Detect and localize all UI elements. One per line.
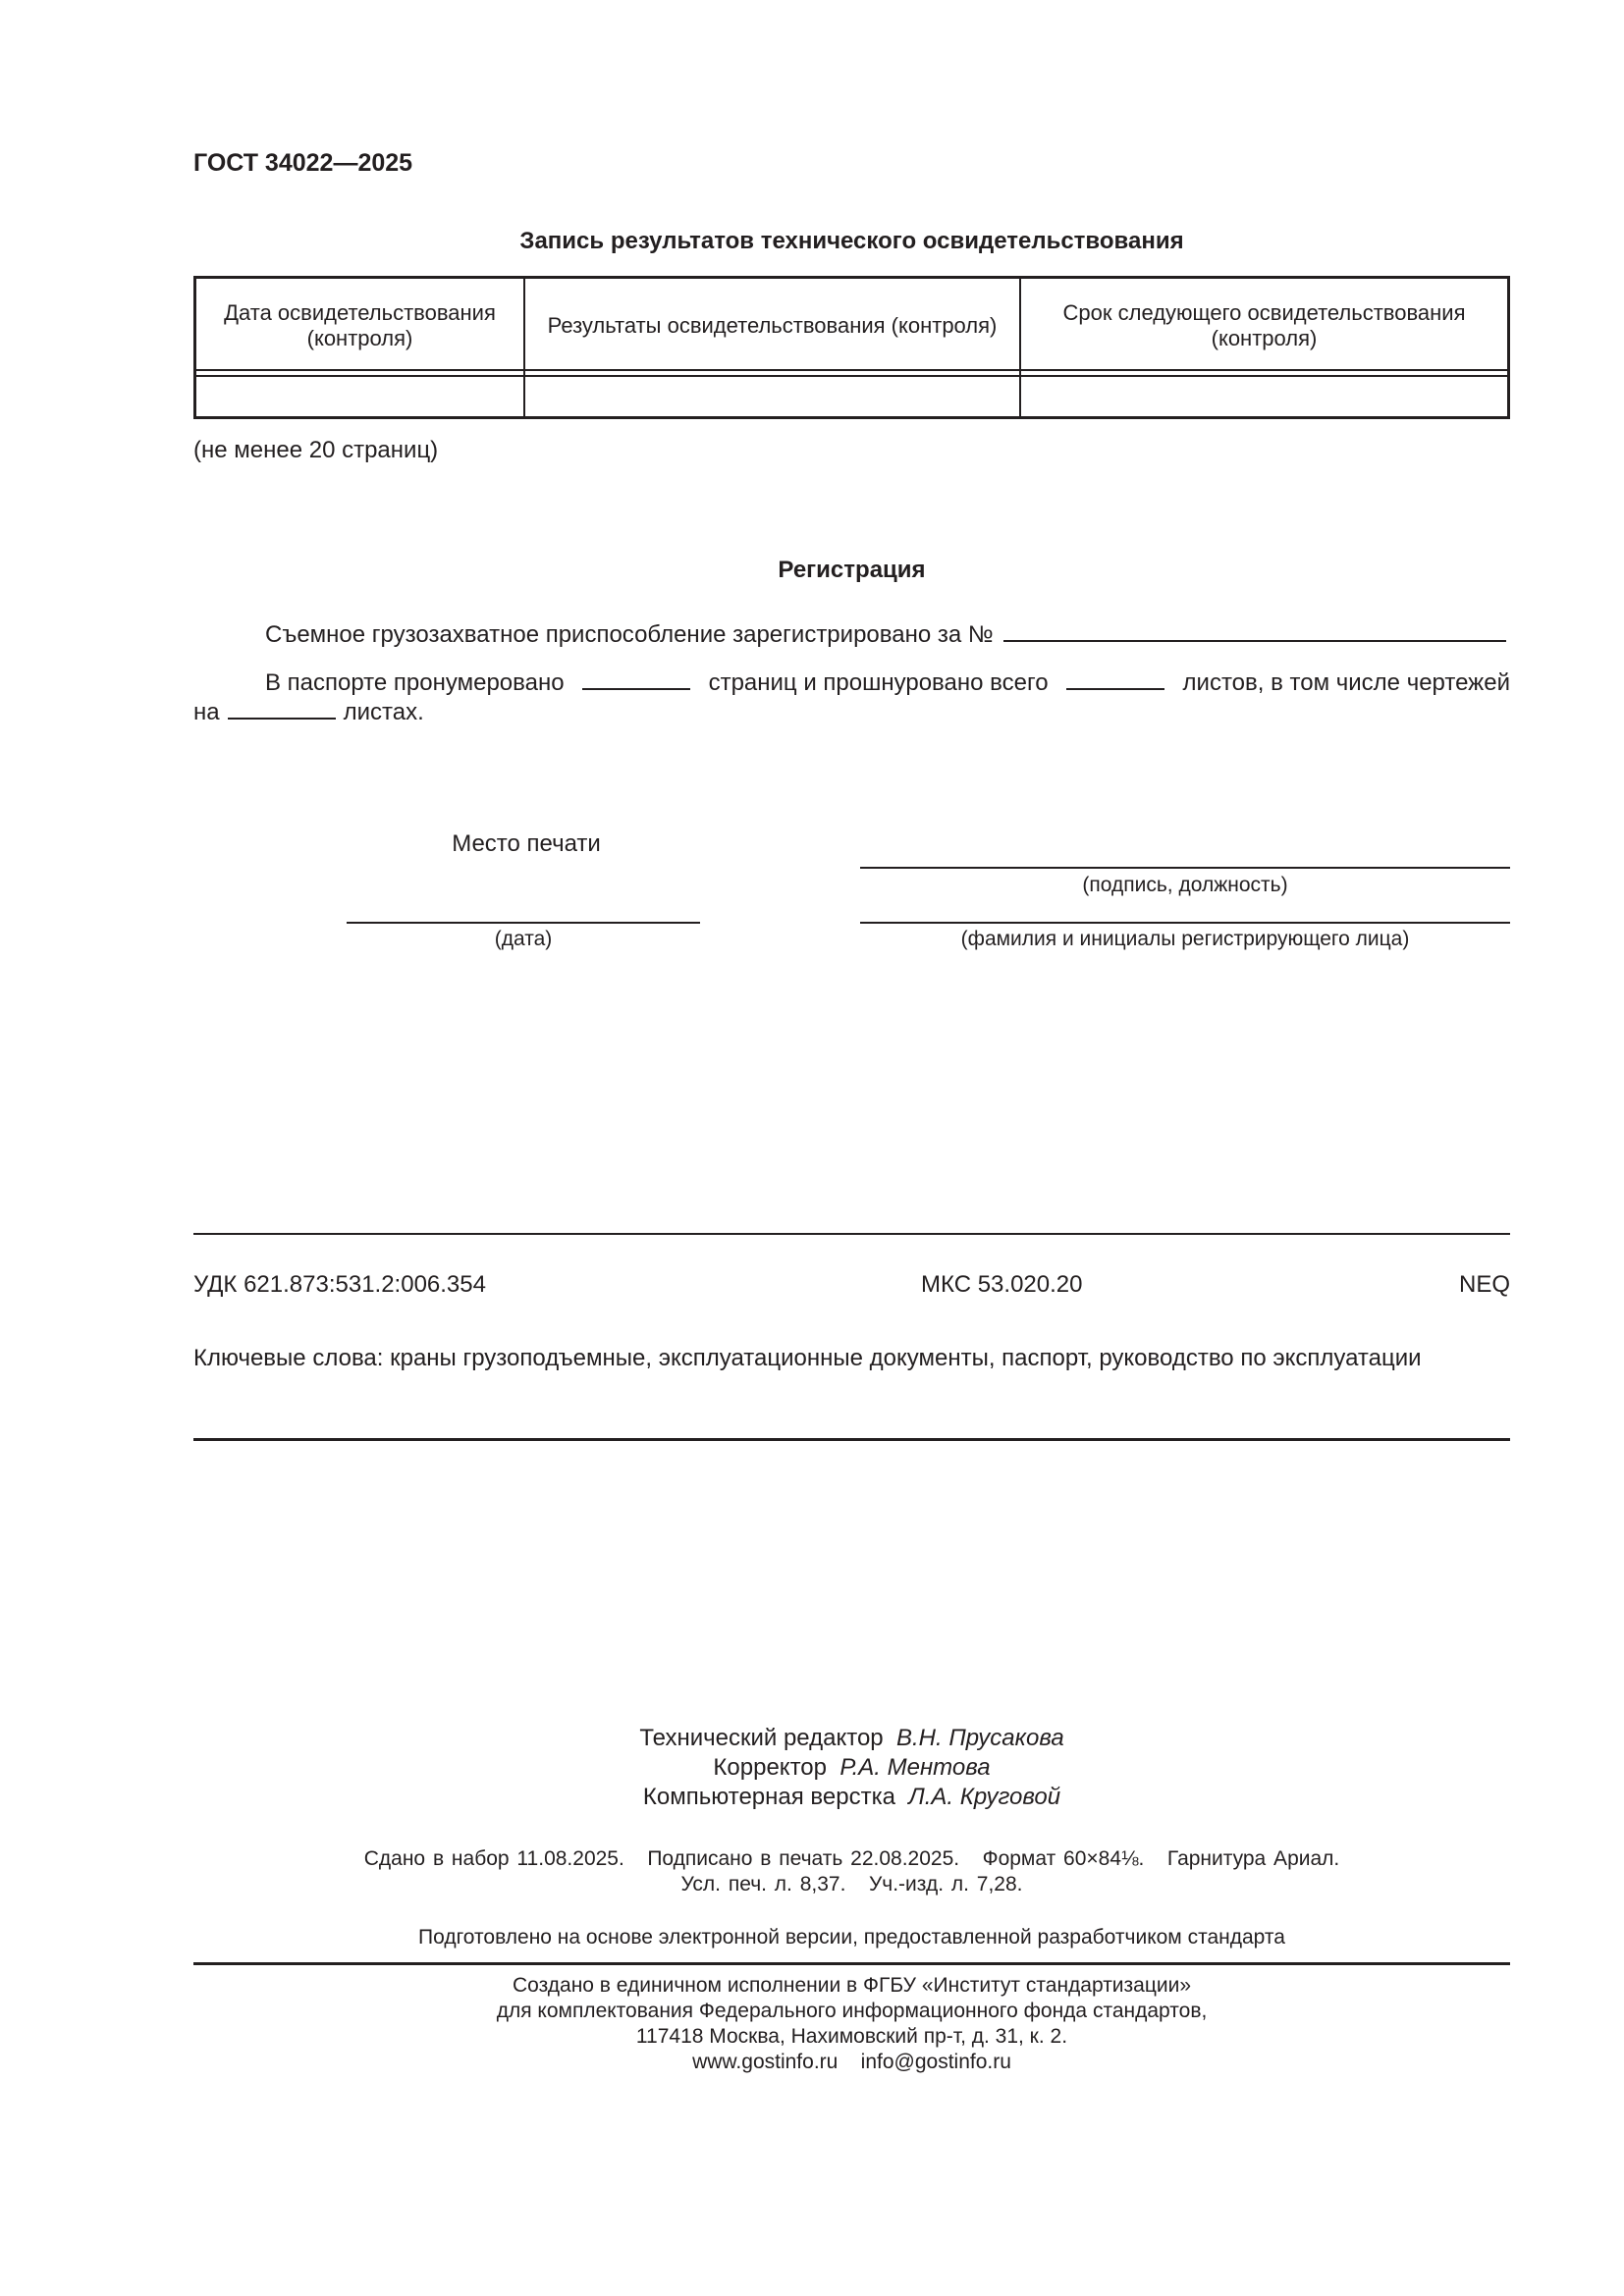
date-caption: (дата): [494, 928, 553, 950]
print-details-1: Сдано в набор 11.08.2025. Подписано в печать 22.08.2025. Формат 60×84⅛. Гарнитура Ариал.: [363, 1847, 1340, 1870]
corrector-name: Р.А. Ментова: [839, 1754, 991, 1781]
records-title: Запись результатов технического освидетельствования: [519, 228, 1184, 254]
classification-top-rule: [193, 1233, 1510, 1235]
records-table: [193, 276, 1510, 419]
tech-editor-label: Технический редактор: [639, 1725, 884, 1751]
column-header: Дата освидетельствования (контроля): [224, 300, 496, 350]
udk-code: УДК 621.873:531.2:006.354: [193, 1271, 486, 1298]
registration-line-1: [265, 616, 1510, 649]
classification-bottom-rule: [193, 1438, 1510, 1441]
stamp-place: Место печати: [452, 830, 601, 857]
records-note: (не менее 20 страниц): [193, 437, 439, 463]
layout-name: Л.А. Круговой: [908, 1784, 1061, 1810]
records-column-date: [196, 279, 523, 416]
signature-line: [860, 867, 1510, 869]
imprint-rule: [193, 1962, 1510, 1965]
prepared-note: Подготовлено на основе электронной версии, предоставленной разработчиком стандарта: [418, 1926, 1285, 1949]
drawings-label: листов, в том числе чертежей: [1182, 669, 1510, 696]
created-line-2: для комплектования Федерального информационного фонда стандартов,: [496, 2000, 1208, 2022]
drawing-sheets-field[interactable]: [228, 694, 336, 720]
records-column-next-date: [1019, 279, 1507, 416]
tech-editor-name: В.Н. Прусакова: [896, 1725, 1064, 1751]
created-line-1: Создано в единичном исполнении в ФГБУ «Институт стандартизации»: [512, 1974, 1192, 1997]
corrector-line: [193, 1754, 1510, 1782]
sheets-total-label: страниц и прошнуровано всего: [708, 669, 1049, 696]
registration-title: Регистрация: [778, 557, 926, 583]
name-caption: (фамилия и инициалы регистрирующего лица): [960, 928, 1410, 950]
standard-id: ГОСТ 34022—2025: [193, 149, 413, 177]
pages-numbered-label: В паспорте пронумеровано: [265, 669, 565, 696]
date-line: [347, 922, 700, 924]
name-line: [860, 922, 1510, 924]
registration-line-2: [265, 665, 1510, 697]
sheets-label: листах.: [343, 699, 424, 725]
layout-line: [193, 1784, 1510, 1811]
records-column-results: [523, 279, 1019, 416]
websites: www.gostinfo.ru info@gostinfo.ru: [692, 2051, 1011, 2073]
header-double-rule: [525, 369, 1019, 377]
created-line-3: 117418 Москва, Нахимовский пр-т, д. 31, к. 2.: [635, 2025, 1068, 2048]
sheets-count-field[interactable]: [1066, 665, 1164, 690]
registration-number-label: Съемное грузозахватное приспособление зарегистрировано за №: [265, 621, 994, 648]
neq-label: NEQ: [1458, 1271, 1510, 1298]
layout-label: Компьютерная верстка: [642, 1784, 895, 1810]
signature-caption: (подпись, должность): [1082, 874, 1288, 896]
on-label: на: [193, 699, 220, 725]
registration-number-field[interactable]: [1003, 616, 1506, 642]
corrector-label: Корректор: [713, 1754, 827, 1781]
mks-code: МКС 53.020.20: [921, 1271, 1083, 1298]
header-double-rule: [1021, 369, 1507, 377]
column-header: Срок следующего освидетельствования (контроля): [1062, 300, 1466, 350]
tech-editor-line: [193, 1725, 1510, 1752]
pages-count-field[interactable]: [582, 665, 690, 690]
print-details-2: Усл. печ. л. 8,37. Уч.-изд. л. 7,28.: [680, 1873, 1023, 1896]
keywords: Ключевые слова: краны грузоподъемные, эксплуатационные документы, паспорт, руководство по эксплуатации: [193, 1345, 1422, 1371]
header-double-rule: [196, 369, 523, 377]
registration-line-3: [193, 694, 424, 726]
column-header: Результаты освидетельствования (контроля): [547, 312, 998, 338]
